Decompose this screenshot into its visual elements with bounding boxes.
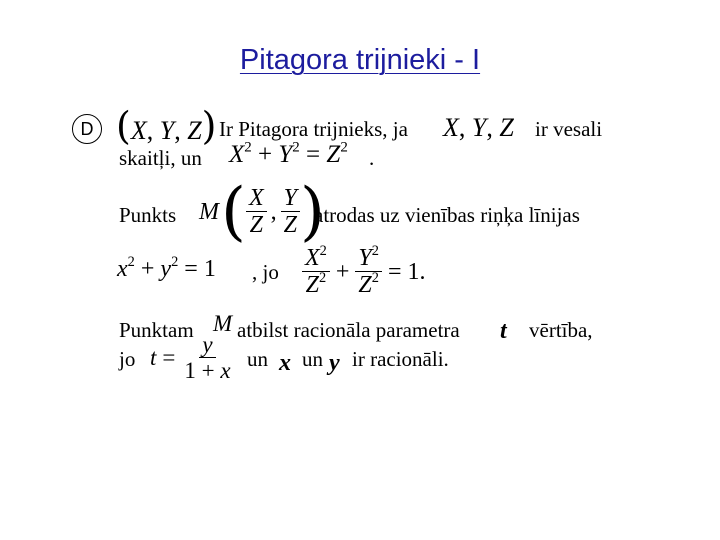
line6-text: jo: [119, 347, 136, 371]
fraction-x-over-z: $\frac{X}{Z}$: [246, 186, 267, 239]
line6-text-end: ir racionāli.: [352, 347, 449, 371]
parameter-t-symbol: t: [500, 318, 507, 344]
fraction-sum-equation: $\frac{X^2}{Z^2}$ + $\frac{Y^2}{Z^2}$ = 1 .: [302, 240, 426, 304]
slide-title: Pitagora trijnieki - I: [239, 44, 481, 76]
unit-circle-equation: $x^2 + y^2 = 1$: [117, 253, 216, 282]
line2-period: .: [369, 146, 375, 170]
variable-y-symbol: y: [329, 350, 340, 376]
fraction-x2-over-z2: $\frac{X^2}{Z^2}$: [302, 246, 330, 299]
line1-text: Ir Pitagora trijnieks, ja: [219, 117, 408, 141]
fraction-y-over-1-plus-x: $\frac{y}{1 + x}$: [184, 331, 231, 383]
variable-x-symbol: x: [279, 350, 291, 376]
pythagorean-equation: $X^2 + Y^2 = Z^2$: [229, 139, 348, 168]
xyz-list: X, Y, Z: [443, 113, 514, 142]
definition-badge: [72, 114, 102, 144]
fraction-y2-over-z2: $\frac{Y^2}{Z^2}$: [355, 246, 382, 299]
line5-text: Punktam: [119, 318, 194, 342]
line6-un-2: un: [302, 347, 323, 371]
parameter-t-formula: t = $\frac{y}{1 + x}$: [150, 330, 234, 386]
line3-text: Punkts: [119, 203, 177, 227]
triple-xyz: (X, Y, Z): [116, 104, 217, 148]
definition-badge-label: D: [80, 118, 94, 139]
point-m-symbol: M: [213, 311, 233, 336]
line6-un-1: un: [247, 347, 268, 371]
line3-text-end: atrodas uz vienības riņķa līnijas: [314, 203, 580, 227]
line5-text-middle: atbilst racionāla parametra: [237, 318, 460, 342]
point-m-expression: M ( $\frac{X}{Z}$ , $\frac{Y}{Z}$ ): [199, 175, 325, 249]
line2-text: skaitļi, un: [119, 146, 202, 170]
line1-text-end: ir vesali: [535, 117, 603, 141]
line5-text-end: vērtība,: [529, 318, 593, 342]
fraction-y-over-z: $\frac{Y}{Z}$: [281, 186, 300, 239]
line4-text: , jo: [252, 260, 279, 284]
